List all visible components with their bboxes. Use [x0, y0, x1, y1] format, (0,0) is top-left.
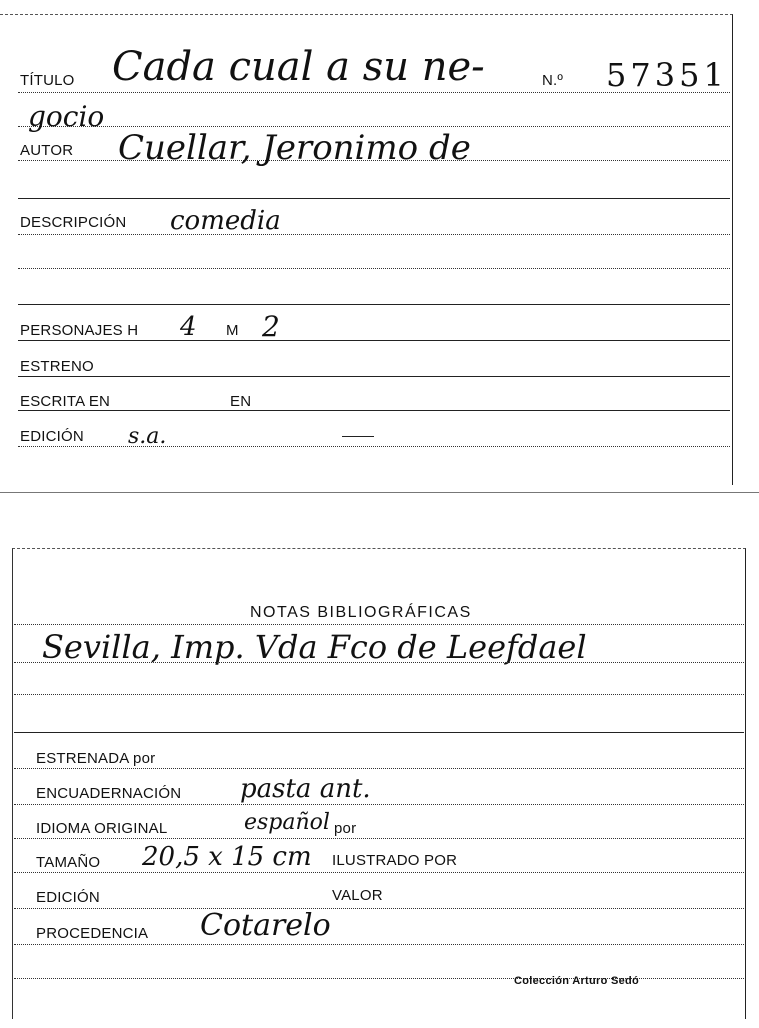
titulo-value: Cada cual a su ne-: [112, 44, 485, 90]
rule-line: [14, 732, 744, 733]
personajes-label: PERSONAJES H: [20, 322, 139, 339]
personajes-h-value: 4: [180, 312, 197, 342]
escrita-label: ESCRITA EN: [20, 393, 111, 410]
descripcion-label: DESCRIPCIÓN: [20, 214, 127, 231]
rule-line: [18, 234, 730, 235]
rule-line: [18, 410, 730, 411]
rule-line: [18, 376, 730, 377]
rule-line: [14, 662, 744, 663]
rule-line: [14, 624, 744, 625]
estrenada-label: ESTRENADA por: [36, 750, 156, 767]
idioma-value: español: [244, 810, 330, 835]
rule-line: [14, 804, 744, 805]
idioma-por-label: por: [334, 820, 357, 837]
rule-line: [14, 768, 744, 769]
rule-line: [18, 268, 730, 269]
tamano-label: TAMAÑO: [36, 854, 101, 871]
notas-value: Sevilla, Imp. Vda Fco de Leefdael: [42, 628, 587, 666]
ilustrado-label: ILUSTRADO POR: [332, 852, 458, 869]
procedencia-label: PROCEDENCIA: [36, 925, 149, 942]
encuadernacion-label: ENCUADERNACIÓN: [36, 785, 182, 802]
escrita-en-label: EN: [230, 393, 252, 410]
encuadernacion-value: pasta ant.: [240, 774, 371, 804]
edicion-value: s.a.: [128, 424, 167, 449]
collection-footer: Colección Arturo Sedó: [514, 975, 640, 987]
rule-line: [14, 872, 744, 873]
titulo-value-cont: gocio: [28, 100, 105, 133]
edicion-back-label: EDICIÓN: [36, 889, 100, 906]
rule-line: [14, 694, 744, 695]
autor-value: Cuellar, Jeronimo de: [118, 128, 471, 168]
rule-line: [14, 838, 744, 839]
numero-value: 57351: [606, 56, 728, 94]
idioma-label: IDIOMA ORIGINAL: [36, 820, 168, 837]
edicion-label: EDICIÓN: [20, 428, 84, 445]
rule-line: [14, 944, 744, 945]
pen-stroke: [342, 436, 374, 437]
rule-line: [18, 198, 730, 199]
valor-label: VALOR: [332, 887, 383, 904]
procedencia-value: Cotarelo: [200, 908, 331, 943]
tamano-value: 20,5 x 15 cm: [142, 842, 312, 872]
personajes-m-label: M: [226, 322, 239, 339]
autor-label: AUTOR: [20, 142, 74, 159]
titulo-label: TÍTULO: [20, 72, 75, 89]
card-separator: [0, 492, 759, 493]
rule-line: [18, 340, 730, 341]
rule-line: [18, 304, 730, 305]
notas-heading: NOTAS BIBLIOGRÁFICAS: [250, 604, 472, 621]
numero-label: N.º: [542, 72, 564, 89]
descripcion-value: comedia: [170, 206, 281, 236]
estreno-label: ESTRENO: [20, 358, 94, 375]
rule-line: [18, 446, 730, 447]
personajes-m-value: 2: [262, 310, 280, 343]
rule-line: [18, 126, 730, 127]
rule-line: [14, 908, 744, 909]
